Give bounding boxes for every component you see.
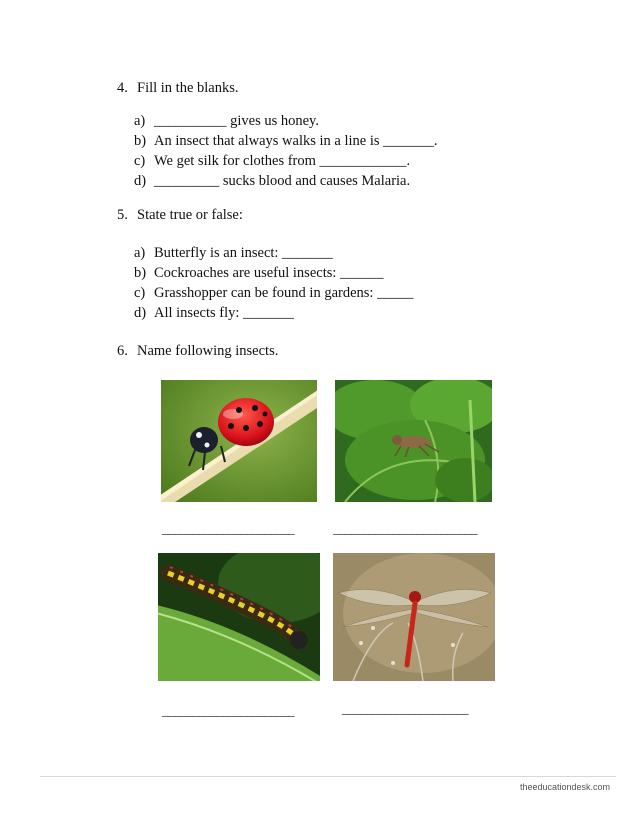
caterpillar-photo (158, 553, 320, 681)
q4-item-c (134, 153, 410, 170)
q5-item-d (134, 305, 294, 322)
item-text: Butterfly is an insect: _______ (154, 245, 333, 261)
item-label: b) (134, 265, 147, 281)
item-text: Grasshopper can be found in gardens: _____ (154, 285, 414, 301)
question-number: 4. (117, 80, 128, 96)
grasshopper-photo (335, 380, 492, 502)
question-text: Fill in the blanks. (137, 80, 239, 96)
footer-text: theeducationdesk.com (519, 782, 610, 792)
dragonfly-photo (333, 553, 495, 681)
q4-item-d (134, 173, 410, 190)
question-number: 6. (117, 343, 128, 359)
item-text: _________ sucks blood and causes Malaria. (154, 173, 411, 189)
ladybug-photo (161, 380, 317, 502)
question-number: 5. (117, 207, 128, 223)
q4-item-a (134, 113, 319, 130)
footer-divider (40, 776, 616, 777)
answer-blank-4: _____________________ (342, 701, 468, 716)
question-5-title (117, 207, 243, 224)
q5-item-a (134, 245, 333, 262)
item-text: All insects fly: _______ (154, 305, 294, 321)
item-label: d) (134, 173, 147, 189)
answer-blank-2: ________________________ (333, 521, 477, 536)
item-label: c) (134, 153, 146, 169)
q5-item-b (134, 265, 384, 282)
item-label: c) (134, 285, 146, 301)
question-text: Name following insects. (137, 343, 279, 359)
question-6-title (117, 343, 278, 360)
item-text: An insect that always walks in a line is _______. (154, 133, 438, 149)
answer-blank-1: ______________________ (162, 521, 294, 536)
item-text: We get silk for clothes from ____________. (154, 153, 411, 169)
item-label: d) (134, 305, 147, 321)
item-label: b) (134, 133, 147, 149)
item-label: a) (134, 245, 146, 261)
question-4-title (117, 80, 239, 97)
item-label: a) (134, 113, 146, 129)
item-text: Cockroaches are useful insects: ______ (154, 265, 384, 281)
question-text: State true or false: (137, 207, 243, 223)
answer-blank-3: ______________________ (162, 703, 294, 718)
q5-item-c (134, 285, 413, 302)
q4-item-b (134, 133, 438, 150)
item-text: __________ gives us honey. (154, 113, 319, 129)
